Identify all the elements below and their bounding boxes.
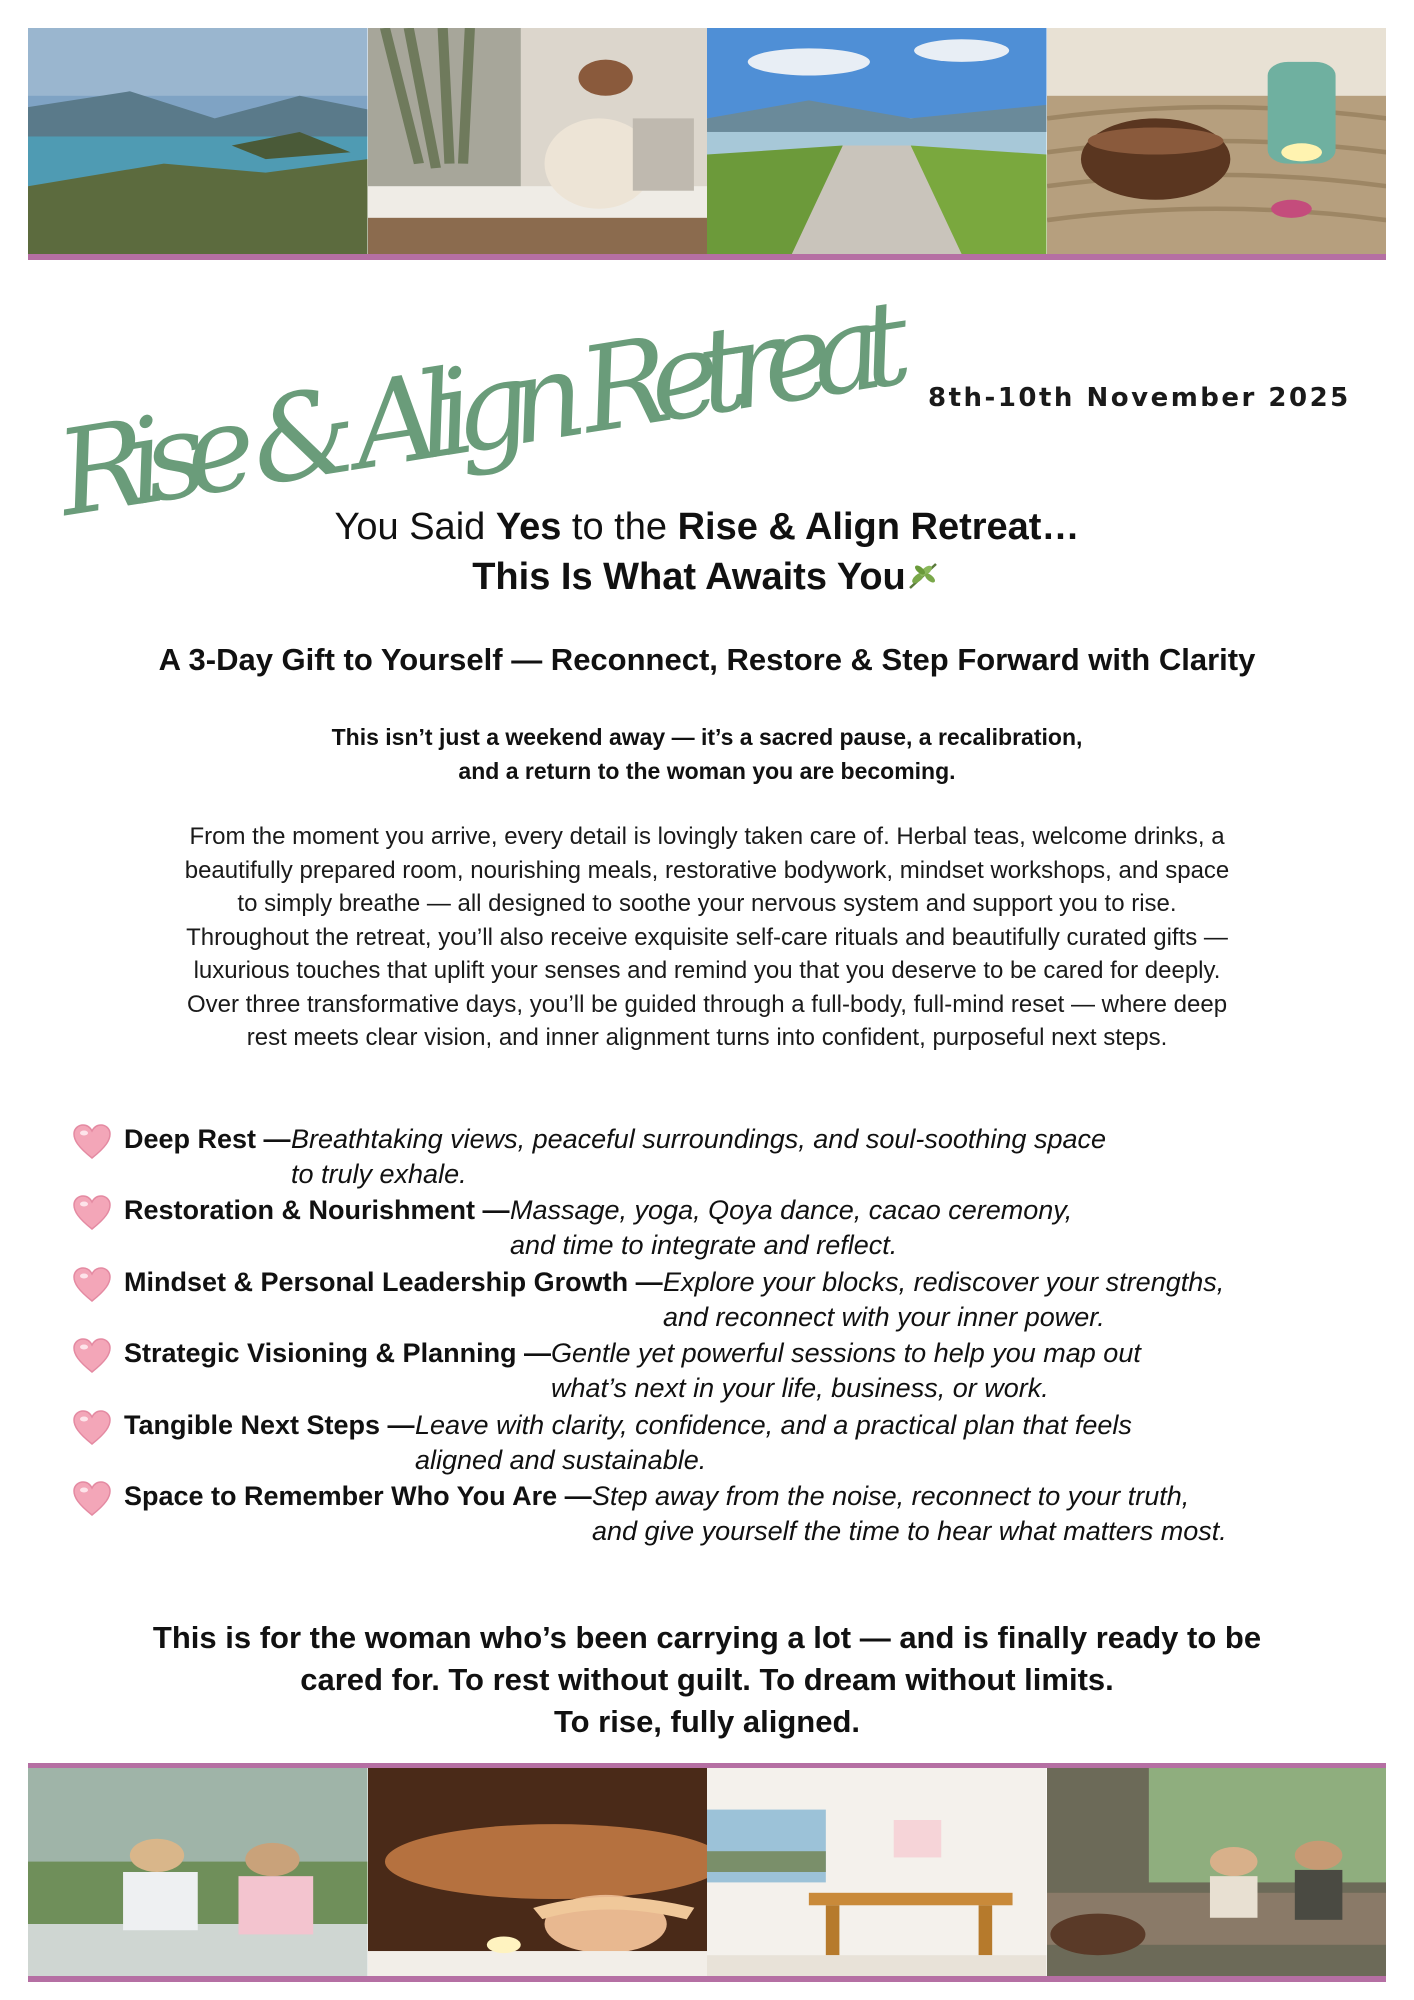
- benefit-title: Restoration & Nourishment —: [124, 1195, 510, 1226]
- benefit-description: Breathtaking views, peaceful surroundings, and soul-soothing space to truly exhale.: [291, 1124, 1106, 1189]
- women-conversation-photo: [28, 1768, 368, 1976]
- benefit-item: [72, 1479, 1372, 1550]
- benefit-item: [72, 1265, 1372, 1336]
- benefit-title: Mindset & Personal Leadership Growth —: [124, 1266, 663, 1297]
- headline: [40, 502, 1374, 602]
- dining-room-photo: [707, 1768, 1047, 1976]
- pink-heart-icon: [72, 1266, 112, 1304]
- closing-line-2: cared for. To rest without guilt. To dream without limits.: [300, 1662, 1114, 1697]
- benefit-item: [72, 1193, 1372, 1264]
- intro-line: Throughout the retreat, you’ll also receive exquisite self-care rituals and beautifully curated gifts —: [186, 923, 1228, 951]
- title-script-text: Rise & Align Retreat: [48, 272, 920, 544]
- benefit-description: Step away from the noise, reconnect to your truth, and give yourself the time to hear what matters most.: [592, 1480, 1227, 1546]
- subheading: [40, 720, 1374, 788]
- benefit-item: [72, 1336, 1372, 1407]
- retreat-dates: 8th-10th November 2025: [928, 383, 1351, 413]
- gift-heading: A 3-Day Gift to Yourself — Reconnect, Restore & Step Forward with Clarity: [158, 642, 1256, 677]
- benefits-list: [72, 1122, 1372, 1550]
- benefit-description: Explore your blocks, rediscover your strengths, and reconnect with your inner power.: [663, 1266, 1225, 1332]
- woman-reading-photo: [368, 28, 708, 254]
- women-lounge-photo: [1047, 1768, 1387, 1976]
- benefit-title: Space to Remember Who You Are —: [124, 1480, 592, 1511]
- pink-heart-icon: [72, 1480, 112, 1518]
- closing-statement: [40, 1617, 1374, 1743]
- benefit-title: Tangible Next Steps —: [124, 1409, 415, 1440]
- closing-line-1: This is for the woman who’s been carrying a lot — and is finally ready to be: [152, 1620, 1262, 1655]
- footer-photo-strip: [28, 1763, 1386, 1982]
- headline-line-1: You Said Yes to the Rise & Align Retreat…: [334, 506, 1080, 548]
- header-photo-strip: [28, 28, 1386, 260]
- intro-paragraph: [70, 820, 1344, 1055]
- benefit-title: Strategic Visioning & Planning —: [124, 1338, 552, 1369]
- benefit-description: Gentle yet powerful sessions to help you map out what’s next in your life, business, or work.: [551, 1338, 1141, 1404]
- subheading-line-2: and a return to the woman you are becoming.: [458, 758, 956, 784]
- pink-heart-icon: [72, 1194, 112, 1232]
- intro-line: rest meets clear vision, and inner alignment turns into confident, purposeful next steps.: [246, 1024, 1168, 1051]
- closing-line-3: To rise, fully aligned.: [553, 1704, 861, 1739]
- intro-line: Over three transformative days, you’ll be guided through a full-body, full-mind reset — where deep: [186, 990, 1228, 1018]
- intro-line: beautifully prepared room, nourishing meals, restorative bodywork, mindset workshops, and space: [184, 856, 1230, 884]
- lake-landscape-photo: [28, 28, 368, 254]
- pink-heart-icon: [72, 1337, 112, 1375]
- leaf-sprig-icon: [906, 556, 942, 598]
- benefit-title: Deep Rest —: [124, 1124, 291, 1154]
- intro-line: luxurious touches that uplift your senses and remind you that you deserve to be cared for deeply.: [193, 957, 1221, 984]
- benefit-description: Massage, yoga, Qoya dance, cacao ceremony, and time to integrate and reflect.: [510, 1195, 1073, 1261]
- pink-heart-icon: [72, 1123, 112, 1161]
- subheading-line-1: This isn’t just a weekend away — it’s a sacred pause, a recalibration,: [331, 724, 1083, 750]
- cacao-bowl-candle-photo: [1047, 28, 1387, 254]
- benefit-item: [72, 1122, 1372, 1193]
- intro-line: to simply breathe — all designed to soothe your nervous system and support you to rise.: [237, 890, 1177, 917]
- pink-heart-icon: [72, 1409, 112, 1447]
- intro-line: From the moment you arrive, every detail is lovingly taken care of. Herbal teas, welcome drinks, a: [189, 823, 1225, 850]
- driveway-harbour-photo: [707, 28, 1047, 254]
- benefit-description: Leave with clarity, confidence, and a practical plan that feels aligned and sustainable.: [415, 1409, 1132, 1475]
- benefit-item: [72, 1408, 1372, 1479]
- massage-photo: [368, 1768, 708, 1976]
- headline-line-2: This Is What Awaits You: [40, 552, 1374, 602]
